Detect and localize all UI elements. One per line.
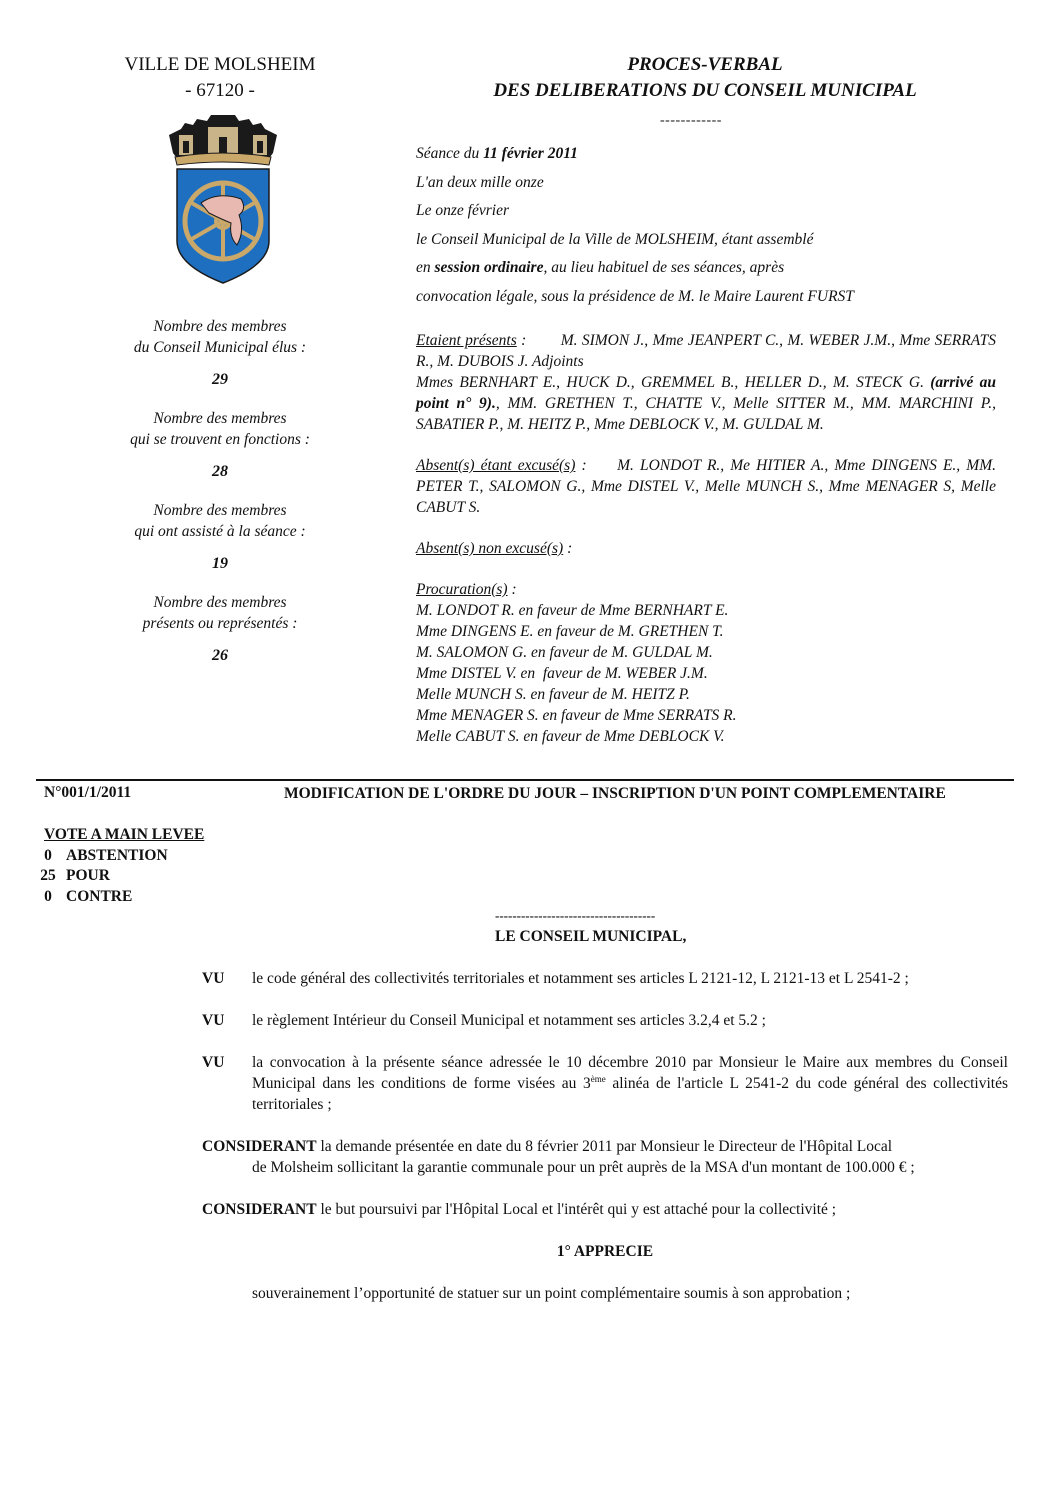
considerant-clause: CONSIDERANT le but poursuivi par l'Hôpital Local et l'intérêt qui y est attaché pour la collectivité ; (202, 1201, 837, 1218)
deliberation-number: N°001/1/2011 (44, 784, 132, 801)
proxy-label: Procuration(s) (416, 581, 508, 598)
attendance-section (416, 330, 996, 747)
proxy-item: Mme MENAGER S. en faveur de Mme SERRATS R. (416, 707, 737, 724)
unexcused-label: Absent(s) non excusé(s) (416, 540, 564, 557)
session-date-line: Séance du 11 février 2011 (416, 145, 578, 162)
dash-separator: ------------------------------------- (495, 908, 656, 923)
unexcused-list: Absent(s) non excusé(s) : (416, 540, 573, 557)
proxy-item: Mme DINGENS E. en faveur de M. GRETHEN T. (416, 623, 724, 640)
proxy-item: M. LONDOT R. en faveur de Mme BERNHART E. (416, 602, 729, 619)
stat-value: 26 (212, 647, 228, 664)
stat-in-office: Nombre des membres qui se trouvent en fonctions : 28 (100, 408, 340, 482)
excused-list: Absent(s) étant excusé(s) : M. LONDOT R., Me HITIER A., Mme DINGENS E., MM. PETER T., SALOMON G., Mme DISTEL V., Melle MUNCH S., Mme MENAGER S, Melle CABUT S. (416, 457, 996, 516)
city-name: VILLE DE MOLSHEIM (124, 54, 316, 75)
stat-value: 19 (212, 555, 228, 572)
stat-value: 28 (212, 463, 228, 480)
section-divider (36, 779, 1014, 781)
council-heading: LE CONSEIL MUNICIPAL, (495, 928, 687, 945)
vu-clause: VU la convocation à la présente séance adressée le 10 décembre 2010 par Monsieur le Maire aux membres du Conseil Municipal dans les conditions de forme visées au 3ème alinéa de l'article L 2541-2 du code général des collectivités territoriales ; (202, 1054, 1009, 1113)
proxy-item: Melle MUNCH S. en faveur de M. HEITZ P. (416, 686, 690, 703)
vote-summary (30, 825, 204, 907)
vote-row-pour: 25 POUR (40, 867, 110, 884)
title-line-2: DES DELIBERATIONS DU CONSEIL MUNICIPAL (493, 80, 917, 101)
city-header (100, 52, 340, 104)
stat-value: 29 (212, 371, 228, 388)
apprecie-text: souverainement l’opportunité de statuer sur un point complémentaire soumis à son approbation ; (252, 1285, 851, 1302)
title-line-1: PROCES-VERBAL (627, 54, 783, 75)
proxy-item: Melle CABUT S. en faveur de Mme DEBLOCK V. (416, 728, 725, 745)
present-label: Etaient présents (416, 332, 517, 349)
proxy-item: M. SALOMON G. en faveur de M. GULDAL M. (416, 644, 713, 661)
title-separator: ------------ (660, 113, 722, 128)
deliberation-title: MODIFICATION DE L'ORDRE DU JOUR – INSCRIPTION D'UN POINT COMPLEMENTAIRE (284, 785, 946, 802)
present-others: Mmes BERNHART E., HUCK D., GREMMEL B., HELLER D., M. STECK G. (arrivé au point n° 9)., MM. GRETHEN T., CHATTE V., Melle SITTER M., MM. MARCHINI P., SABATIER P., M. HEITZ P., Mme DEBLOCK V., M. GULDAL M. (416, 374, 996, 433)
present-list: Etaient présents : M. SIMON J., Mme JEANPERT C., M. WEBER J.M., Mme SERRATS R., M. DUBOIS J. Adjoints (416, 332, 996, 370)
proxy-heading: Procuration(s) : (416, 581, 517, 598)
deliberation-body (202, 968, 1008, 1304)
coat-of-arms-icon (163, 113, 283, 285)
member-stats (100, 316, 340, 684)
document-title (400, 52, 1010, 104)
vote-row-abstention: 0 ABSTENTION (44, 846, 168, 864)
stat-attended: Nombre des membres qui ont assisté à la séance : 19 (100, 500, 340, 574)
vu-clause: VU le code général des collectivités territoriales et notamment ses articles L 2121-12, L 2121-13 et L 2541-2 ; (202, 970, 909, 987)
vu-clause: VU le règlement Intérieur du Conseil Municipal et notamment ses articles 3.2,4 et 5.2 ; (202, 1012, 766, 1029)
stat-present-or-represented: Nombre des membres présents ou représentés : 26 (100, 592, 340, 666)
postal-code: - 67120 - (185, 80, 255, 101)
session-type: session ordinaire (434, 259, 544, 277)
session-intro: Séance du 11 février 2011 L'an deux mille onze Le onze février le Conseil Municipal de la Ville de MOLSHEIM, étant assemblé en session ordinaire, au lieu habituel de ses séances, après convocation légale, sous la présidence de M. le Maire Laurent FURST (416, 140, 1006, 312)
stat-elected: Nombre des membres du Conseil Municipal élus : 29 (100, 316, 340, 390)
vote-row-contre: 0 CONTRE (44, 887, 133, 905)
vote-heading: VOTE A MAIN LEVEE (44, 826, 205, 843)
excused-label: Absent(s) étant excusé(s) (416, 457, 576, 474)
considerant-clause: CONSIDERANT la demande présentée en date du 8 février 2011 par Monsieur le Directeur de l'Hôpital Local de Molsheim sollicitant la garantie communale pour un prêt auprès de la MSA d'un montant de 100.000 € ; (202, 1138, 915, 1176)
proxy-item: Mme DISTEL V. en faveur de M. WEBER J.M. (416, 665, 708, 682)
apprecie-heading: 1° APPRECIE (556, 1243, 654, 1260)
session-date: 11 février 2011 (483, 145, 578, 162)
